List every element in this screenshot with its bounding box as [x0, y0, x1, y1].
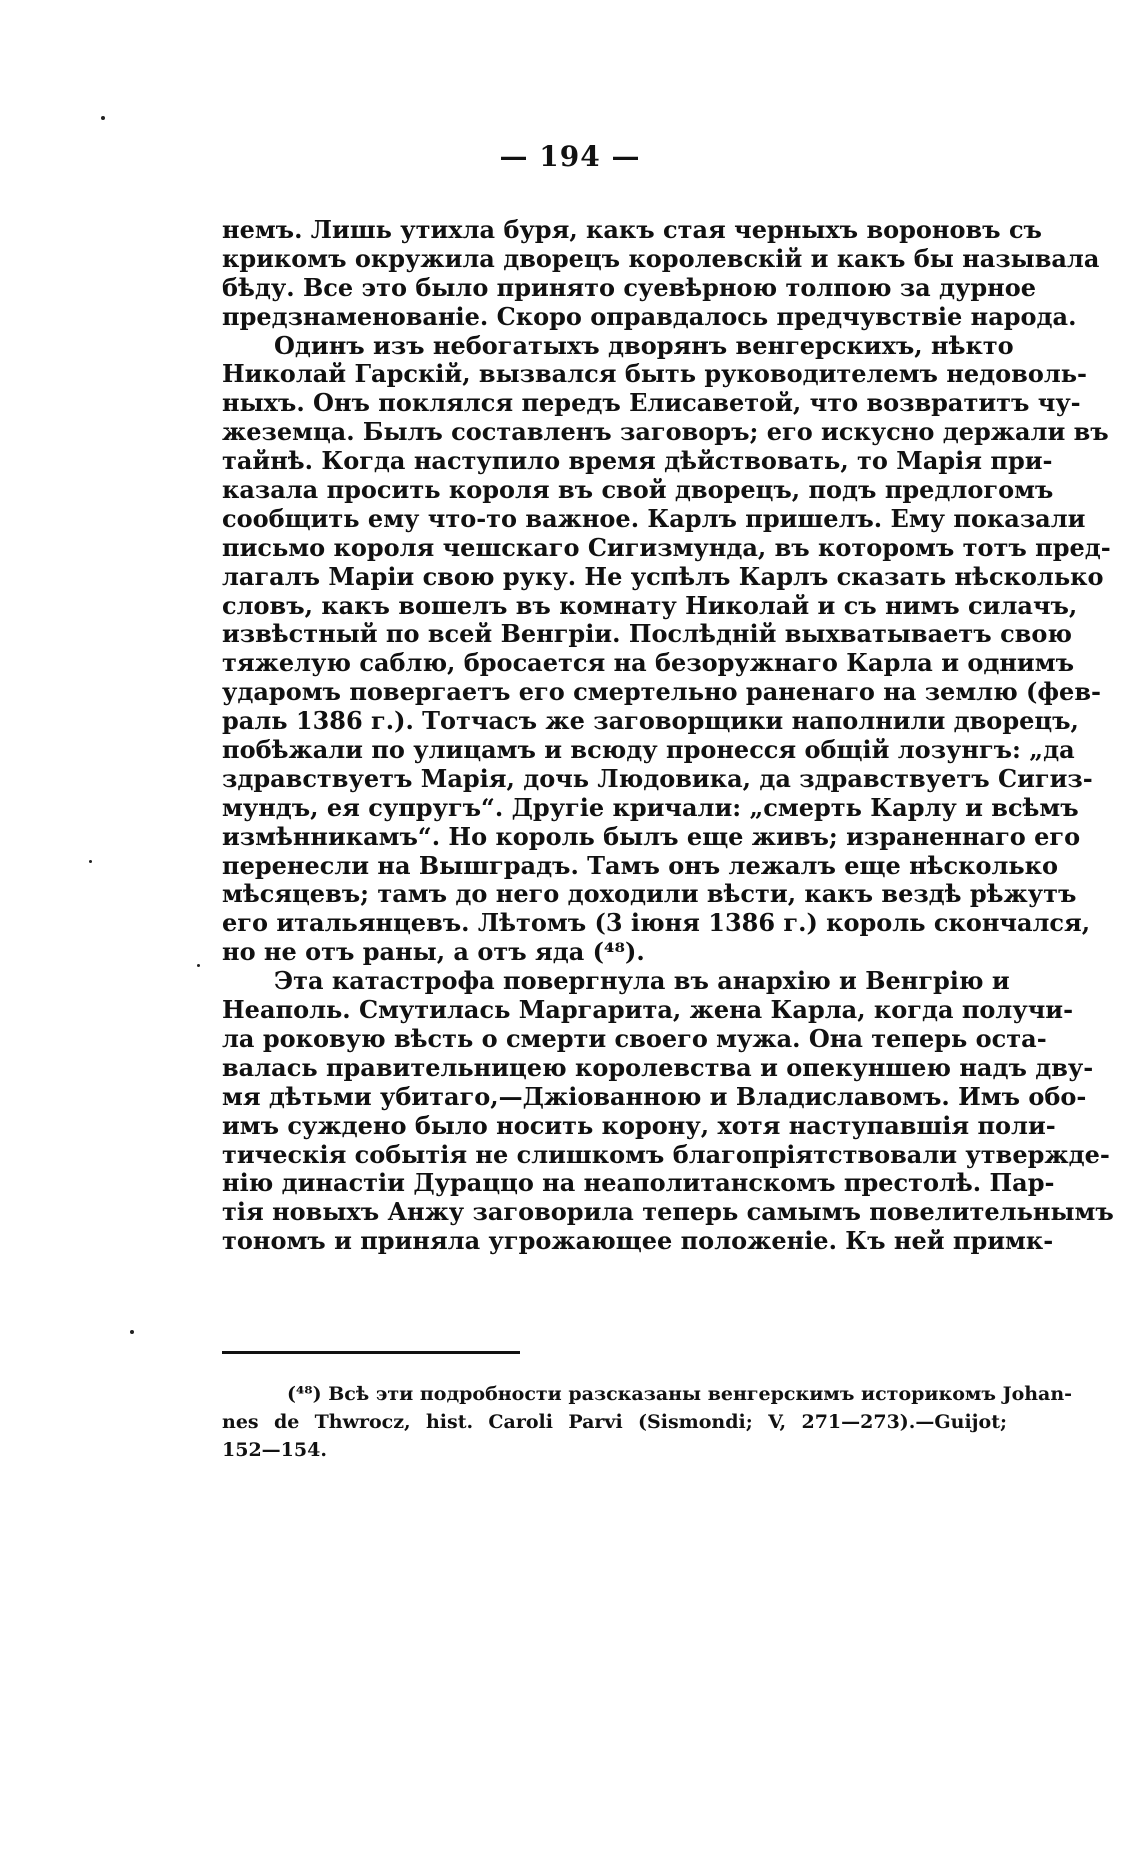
text-line: Эта катастрофа повергнула въ анархію и Венгрію и: [274, 966, 1010, 996]
text-line: Неаполь. Смутилась Маргарита, жена Карла, когда получи-: [222, 995, 1074, 1025]
page-number: — 194 —: [499, 140, 641, 173]
footnote-line: (⁴⁸) Всѣ эти подробности разсказаны венгерскимъ историкомъ Johan-: [287, 1383, 1073, 1405]
scan-speck: [101, 116, 105, 120]
text-line: немъ. Лишь утихла буря, какъ стая черныхъ вороновъ съ: [222, 215, 1042, 244]
text-line: тическія событія не слишкомъ благопріятствовали утвержде-: [222, 1139, 1110, 1169]
text-line: тайнѣ. Когда наступило время дѣйствовать, то Марія при-: [222, 446, 1053, 476]
text-line: сообщить ему что-то важное. Карлъ пришелъ. Ему показали: [222, 503, 1086, 533]
text-line: ла роковую вѣсть о смерти своего мужа. Она теперь оста-: [222, 1023, 1047, 1053]
text-line: здравствуетъ Марія, дочь Людовика, да здравствуетъ Сигиз-: [222, 763, 1093, 793]
text-line: измѣнникамъ“. Но король былъ еще живъ; израненнаго его: [222, 821, 1081, 851]
main-text: [222, 215, 1114, 1256]
footnote: [222, 1380, 1073, 1464]
text-line: мя дѣтьми убитаго,—Джіованною и Владиславомъ. Имъ обо-: [222, 1081, 1087, 1111]
text-line: Николай Гарскій, вызвался быть руководителемъ недоволь-: [222, 359, 1088, 389]
text-line: словъ, какъ вошелъ въ комнату Николай и съ нимъ силачъ,: [222, 590, 1078, 620]
text-line: бѣду. Все это было принято суевѣрною толпою за дурное: [222, 272, 1037, 302]
text-line: раль 1386 г.). Тотчасъ же заговорщики наполнили дворецъ,: [222, 706, 1079, 736]
text-line: побѣжали по улицамъ и всюду пронесся общій лозунгъ: „да: [222, 735, 1075, 765]
text-line: мѣсяцевъ; тамъ до него доходили вѣсти, какъ вездѣ рѣжутъ: [222, 879, 1077, 909]
text-line: предзнаменованіе. Скоро оправдалось предчувствіе народа.: [222, 301, 1077, 331]
text-line: крикомъ окружила дворецъ королевскій и какъ бы называла: [222, 243, 1100, 273]
text-line: жеземца. Былъ составленъ заговоръ; его искусно держали въ: [222, 417, 1109, 447]
text-line: тяжелую саблю, бросается на безоружнаго Карла и однимъ: [222, 648, 1074, 678]
scan-speck: [197, 964, 200, 967]
text-line: но не отъ раны, а отъ яда (⁴⁸).: [222, 937, 645, 967]
footnote-line: 152—154.: [222, 1439, 327, 1461]
text-line: нію династіи Дураццо на неаполитанскомъ престолѣ. Пар-: [222, 1168, 1055, 1198]
text-line: перенесли на Вышградъ. Тамъ онъ лежалъ еще нѣсколько: [222, 850, 1059, 880]
scan-speck: [130, 1330, 134, 1334]
text-line: тія новыхъ Анжу заговорила теперь самымъ повелительнымъ: [222, 1197, 1114, 1227]
text-line: лагалъ Маріи свою руку. Не успѣлъ Карлъ сказать нѣсколько: [222, 561, 1104, 591]
text-line: извѣстный по всей Венгріи. Послѣдній выхватываетъ свою: [222, 619, 1072, 649]
footnote-line: nes de Thwrocz, hist. Caroli Parvi (Sismondi; V, 271—273).—Guijot;: [222, 1411, 1007, 1433]
text-line: имъ суждено было носить корону, хотя наступавшія поли-: [222, 1110, 1056, 1140]
text-line: казала просить короля въ свой дворецъ, подъ предлогомъ: [222, 475, 1054, 505]
text-line: мундъ, ея супругъ“. Другіе кричали: „смерть Карлу и всѣмъ: [222, 792, 1079, 822]
text-line: ныхъ. Онъ поклялся передъ Елисаветой, что возвратитъ чу-: [222, 388, 1081, 418]
footnote-rule: [222, 1351, 520, 1354]
text-line: Одинъ изъ небогатыхъ дворянъ венгерскихъ, нѣкто: [274, 330, 1014, 360]
text-line: письмо короля чешскаго Сигизмунда, въ которомъ тотъ пред-: [222, 532, 1111, 562]
text-line: ударомъ повергаетъ его смертельно раненаго на землю (фев-: [222, 677, 1101, 707]
text-line: тономъ и приняла угрожающее положеніе. Къ ней примк-: [222, 1226, 1054, 1256]
text-line: валась правительницею королевства и опекуншею надъ дву-: [222, 1052, 1094, 1082]
text-line: его итальянцевъ. Лѣтомъ (3 іюня 1386 г.) король скончался,: [222, 908, 1091, 938]
scan-speck: [89, 860, 92, 863]
